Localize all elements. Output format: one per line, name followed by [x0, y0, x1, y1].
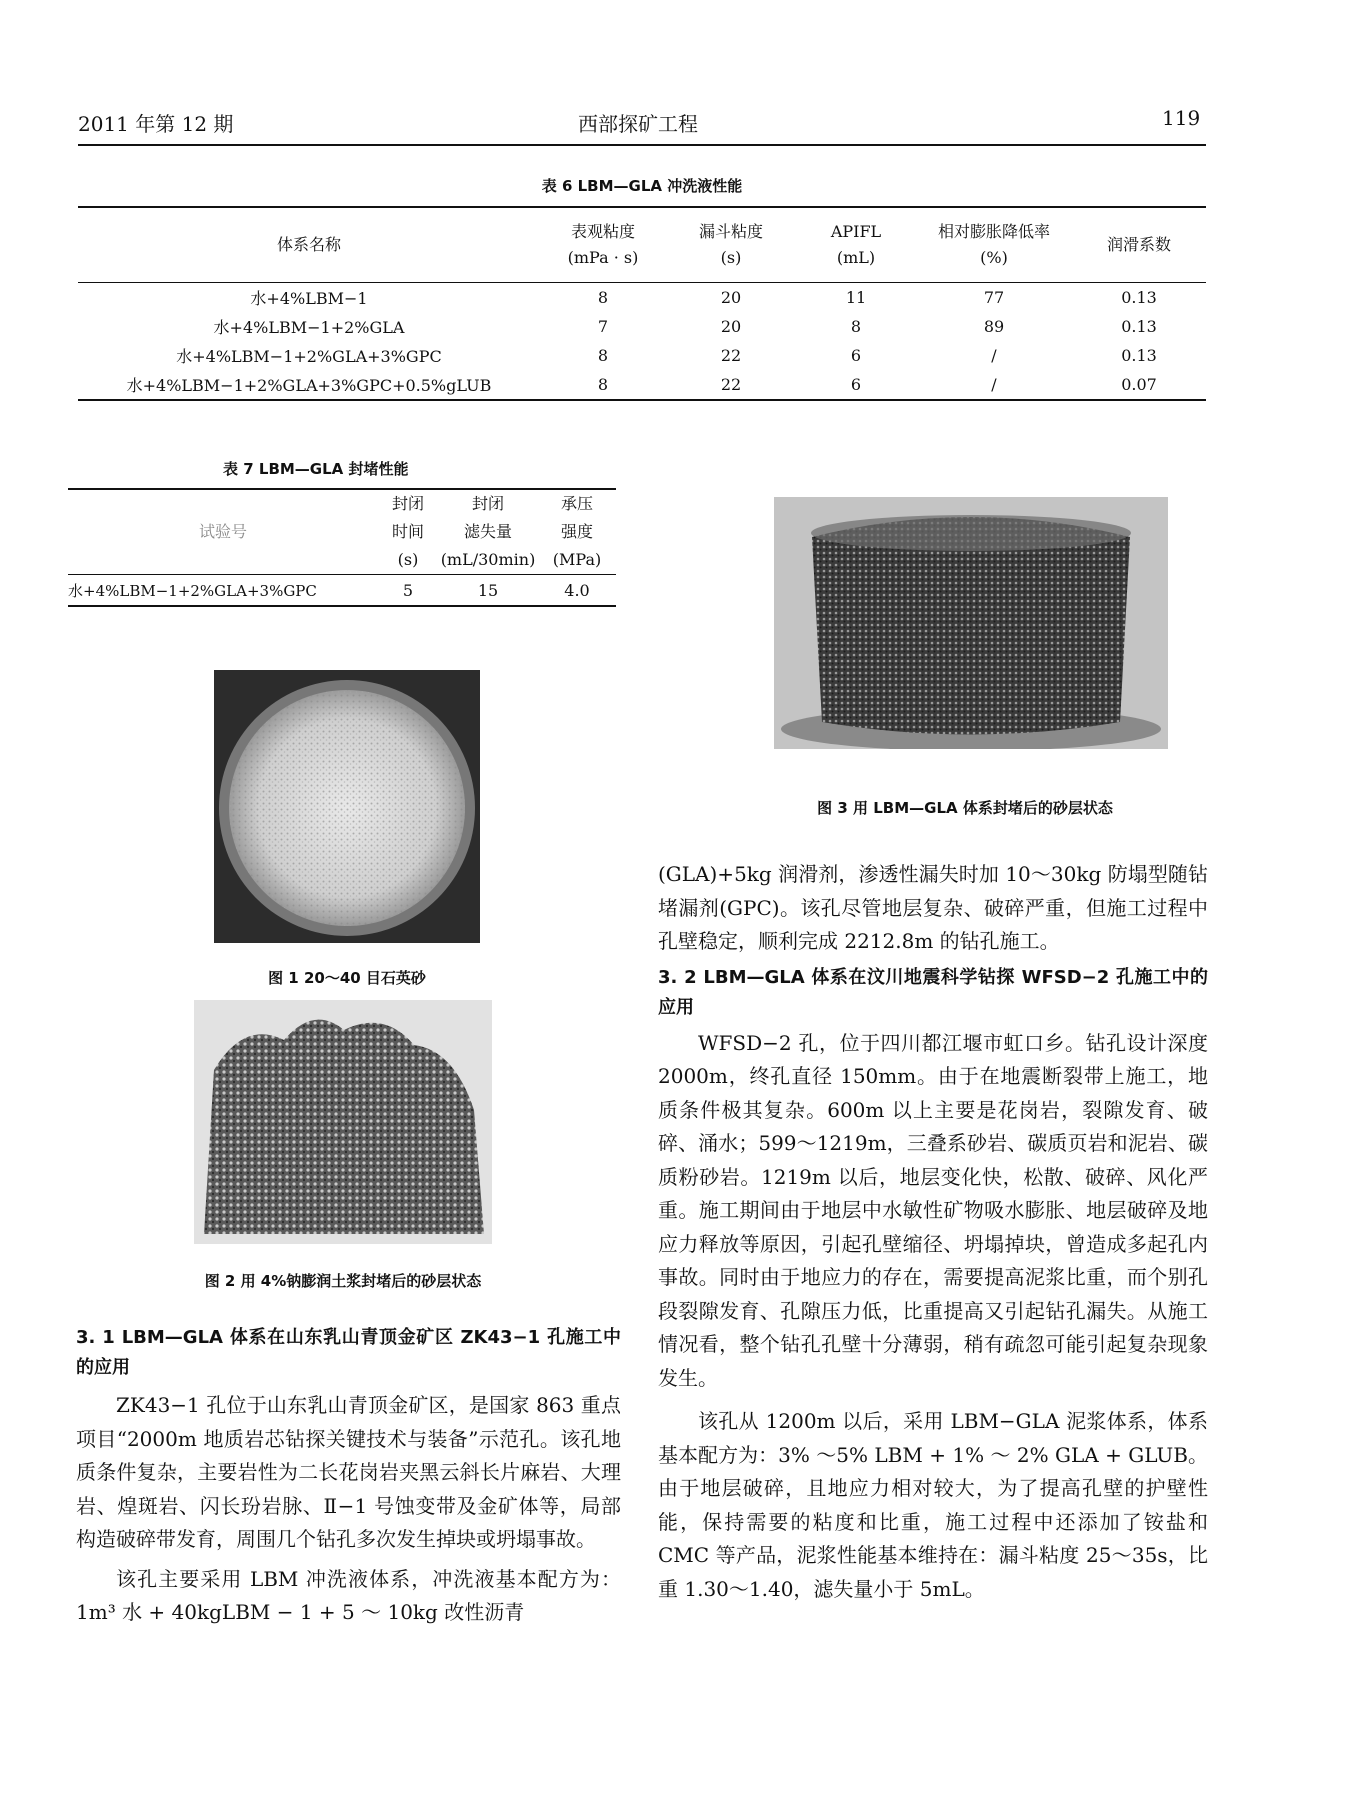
table-cell: /	[991, 346, 997, 365]
table6-header-cell: 表观粘度 (mPa · s)	[567, 222, 639, 267]
table-cell: 11	[845, 288, 867, 307]
table-cell: 8	[597, 346, 609, 365]
table-cell: 8	[850, 317, 862, 336]
table6-header-cell: 相对膨胀降低率 (%)	[937, 222, 1050, 267]
paragraph: 该孔主要采用 LBM 冲洗液体系，冲洗液基本配方为：1m³ 水 + 40kgLBM − 1 + 5 ～ 10kg 改性沥青	[76, 1566, 621, 1624]
table-cell: 15	[477, 580, 499, 600]
figure1-photo	[214, 670, 480, 943]
table-cell: 7	[597, 317, 609, 336]
table7-header-cell	[68, 546, 378, 575]
header-rule	[78, 144, 1206, 146]
table-cell: 22	[720, 346, 742, 365]
table7-header-cell	[68, 490, 378, 518]
sand-clump-image	[194, 1000, 492, 1244]
table6-header-cell: 润滑系数	[1106, 235, 1171, 254]
table7-header-cell: 滤失量	[463, 522, 512, 541]
table7-header-cell: 承压	[560, 494, 593, 513]
table-cell: 5	[402, 580, 414, 600]
table7	[68, 490, 616, 607]
table7-header-cell: 封闭	[391, 494, 424, 513]
table-cell: 89	[983, 317, 1005, 336]
table-cell: 水+4%LBM−1	[250, 289, 368, 308]
right-column	[658, 858, 1208, 1606]
table7-header-cell: 试验号	[198, 522, 247, 541]
issue-label: 2011 年第 12 期	[78, 112, 234, 136]
table-cell: 4.0	[564, 580, 590, 600]
figure1-caption: 图 1 20～40 目石英砂	[268, 969, 426, 987]
left-column	[76, 1323, 621, 1630]
paragraph: WFSD−2 孔，位于四川都江堰市虹口乡。钻孔设计深度 2000m，终孔直径 150mm。由于在地震断裂带上施工，地质条件极其复杂。600m 以上主要是花岗岩，裂隙发育、破碎、涌水；599～1219m，三叠系砂岩、碳质页岩和泥岩、碳质粉砂岩。1219m 以后，地层变化快，松散、破碎、风化严重。施工期间由于地层中水敏性矿物吸水膨胀、地层破碎及地应力释放等原因，引起孔壁缩径、坍塌掉块，曾造成多起孔内事故。同时由于地应力的存在，需要提高泥浆比重，而个别孔段裂隙发育、孔隙压力低，比重提高又引起钻孔漏失。从施工情况看，整个钻孔孔壁十分薄弱，稍有疏忽可能引起复杂现象发生。	[658, 1030, 1208, 1390]
figure3-photo	[774, 497, 1168, 749]
table6-header-cell: 体系名称	[276, 235, 341, 254]
table-cell: 水+4%LBM−1+2%GLA+3%GPC	[68, 581, 317, 600]
table-cell: 6	[850, 346, 862, 365]
table7-caption: 表 7 LBM—GLA 封堵性能	[223, 460, 409, 478]
table-row	[78, 370, 1206, 400]
section-3-2-heading: 3. 2 LBM—GLA 体系在汶川地震科学钻探 WFSD−2 孔施工中的应用	[658, 966, 1208, 1018]
paragraph: (GLA)+5kg 润滑剂，渗透性漏失时加 10～30kg 防塌型随钻堵漏剂(GPC)。该孔尽管地层复杂、破碎严重，但施工过程中孔壁稳定，顺利完成 2212.8m 的钻孔施工。	[658, 862, 1208, 953]
figure3-caption: 图 3 用 LBM—GLA 体系封堵后的砂层状态	[817, 799, 1113, 817]
table-cell: 水+4%LBM−1+2%GLA+3%GPC+0.5%gLUB	[126, 376, 492, 395]
table-cell: 6	[850, 375, 862, 394]
table-cell: 8	[597, 375, 609, 394]
table-cell: 8	[597, 288, 609, 307]
paragraph: ZK43−1 孔位于山东乳山青顶金矿区，是国家 863 重点项目“2000m 地质岩芯钻探关键技术与装备”示范孔。该孔地质条件复杂，主要岩性为二长花岗岩夹黑云斜长片麻岩、大理岩、煌斑岩、闪长玢岩脉、Ⅱ−1 号蚀变带及金矿体等，局部构造破碎带发育，周围几个钻孔多次发生掉块或坍塌事故。	[76, 1393, 621, 1551]
table-cell: 0.13	[1121, 346, 1157, 365]
table-cell: 0.07	[1121, 375, 1157, 394]
journal-name: 西部探矿工程	[578, 112, 698, 136]
table6-header-cell: APIFL (mL)	[830, 222, 882, 267]
table6-caption: 表 6 LBM—GLA 冲洗液性能	[541, 177, 743, 195]
table7-header-cell: (s)	[397, 550, 419, 569]
figure2-caption: 图 2 用 4%钠膨润土浆封堵后的砂层状态	[204, 1272, 482, 1290]
table-cell: 20	[720, 317, 742, 336]
table-row	[78, 312, 1206, 341]
table-row	[78, 341, 1206, 370]
table7-header-cell: (mL/30min)	[440, 550, 536, 569]
sand-plate-image	[214, 670, 480, 943]
table7-header-cell: (MPa)	[552, 550, 602, 569]
paragraph: 该孔从 1200m 以后，采用 LBM−GLA 泥浆体系，体系基本配方为：3% ～5% LBM + 1% ～ 2% GLA + GLUB。由于地层破碎，且地应力相对较大，为了提高孔壁的护壁性能，保持需要的粘度和比重，施工过程中还添加了铵盐和 CMC 等产品，泥浆性能基本维持在：漏斗粘度 25～35s，比重 1.30～1.40，滤失量小于 5mL。	[658, 1409, 1208, 1601]
table-cell: 水+4%LBM−1+2%GLA+3%GPC	[176, 347, 442, 366]
sealed-sand-cylinder-image	[774, 497, 1168, 749]
table7-header-cell: 强度	[560, 522, 593, 541]
table-cell: 22	[720, 375, 742, 394]
table-cell: 77	[983, 288, 1005, 307]
page-number: 119	[1162, 106, 1201, 130]
table-row	[78, 283, 1206, 313]
table-cell: 0.13	[1121, 317, 1157, 336]
table7-header-cell: 封闭	[471, 494, 504, 513]
table7-header-cell: 时间	[391, 522, 424, 541]
table-cell: /	[991, 375, 997, 394]
figure2-photo	[194, 1000, 492, 1244]
table-cell: 水+4%LBM−1+2%GLA	[213, 318, 405, 337]
table-cell: 20	[720, 288, 742, 307]
table6-header-cell: 漏斗粘度 (s)	[698, 222, 763, 267]
table-cell: 0.13	[1121, 288, 1157, 307]
table-row	[68, 575, 616, 607]
section-3-1-heading: 3. 1 LBM—GLA 体系在山东乳山青顶金矿区 ZK43−1 孔施工中的应用	[76, 1327, 621, 1378]
table6	[78, 208, 1206, 401]
